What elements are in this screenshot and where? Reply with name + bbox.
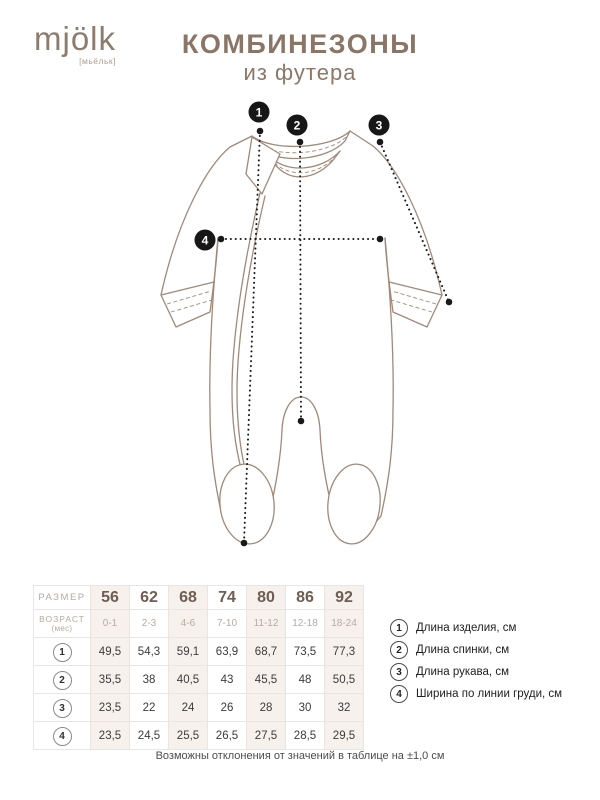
legend-label: Ширина по линии груди, см [416, 688, 563, 700]
page-subtitle: из футера [243, 60, 357, 86]
measure-marker-1 [249, 102, 270, 123]
age-cell: 18-24 [325, 610, 364, 638]
legend-item-1 [390, 620, 562, 636]
age-row [34, 610, 364, 638]
row-number-badge: 2 [53, 671, 72, 690]
size-cell: 92 [325, 586, 364, 610]
svg-text:2: 2 [293, 118, 301, 133]
legend-label: Длина спинки, см [416, 644, 510, 656]
value-cell: 25,5 [169, 722, 208, 750]
size-cell: 56 [91, 586, 130, 610]
value-cell: 24,5 [130, 722, 169, 750]
size-label: РАЗМЕР [34, 586, 91, 610]
size-cell: 62 [130, 586, 169, 610]
value-cell: 26,5 [208, 722, 247, 750]
legend-label: Длина рукава, см [416, 666, 509, 678]
value-cell: 68,7 [247, 638, 286, 666]
row-number [34, 722, 91, 750]
size-cell: 80 [247, 586, 286, 610]
age-label: ВОЗРАСТ (мес) [34, 610, 91, 638]
size-cell: 74 [208, 586, 247, 610]
legend-badge: 1 [390, 619, 408, 637]
legend-badge: 3 [390, 663, 408, 681]
right-cuff [389, 282, 442, 312]
tolerance-note: Возможны отклонения от значений в таблице на ±1,0 см [155, 750, 445, 762]
value-cell: 27,5 [247, 722, 286, 750]
row-number [34, 666, 91, 694]
value-cell: 49,5 [91, 638, 130, 666]
row-number-badge: 4 [53, 727, 72, 746]
size-header-row [34, 586, 364, 610]
page-title: КОМБИНЕЗОНЫ [181, 29, 419, 59]
zipper-placket [232, 193, 265, 469]
measure-marker-4 [195, 230, 216, 251]
legend-badge: 2 [390, 641, 408, 659]
svg-text:3: 3 [375, 118, 383, 133]
body-right-edge [381, 238, 393, 516]
measure-row-4 [34, 722, 364, 750]
value-cell: 38 [130, 666, 169, 694]
right-foot [324, 462, 384, 547]
row-number [34, 638, 91, 666]
left-cuff [161, 282, 214, 312]
size-cell: 68 [169, 586, 208, 610]
value-cell: 40,5 [169, 666, 208, 694]
measure-row-2 [34, 666, 364, 694]
crotch-arch [269, 397, 334, 514]
value-cell: 32 [325, 694, 364, 722]
garment-outline [161, 131, 442, 547]
age-cell: 11-12 [247, 610, 286, 638]
value-cell: 73,5 [286, 638, 325, 666]
age-cell: 4-6 [169, 610, 208, 638]
legend-badge: 4 [390, 685, 408, 703]
age-cell: 2-3 [130, 610, 169, 638]
row-number-badge: 3 [53, 699, 72, 718]
value-cell: 24 [169, 694, 208, 722]
legend-item-4 [390, 686, 562, 702]
measure-line-2 [300, 142, 301, 421]
size-cell: 86 [286, 586, 325, 610]
brand-logo-word: mjölk [34, 20, 117, 57]
value-cell: 54,3 [130, 638, 169, 666]
value-cell: 23,5 [91, 722, 130, 750]
value-cell: 43 [208, 666, 247, 694]
body-left-edge [210, 238, 222, 516]
value-cell: 59,1 [169, 638, 208, 666]
measure-marker-3 [369, 115, 390, 136]
brand-logo-transcription: [мьёльк] [79, 56, 117, 66]
legend-item-3 [390, 664, 562, 680]
value-cell: 77,3 [325, 638, 364, 666]
value-cell: 29,5 [325, 722, 364, 750]
value-cell: 63,9 [208, 638, 247, 666]
measurement-legend [390, 620, 562, 708]
row-number-badge: 1 [53, 643, 72, 662]
value-cell: 22 [130, 694, 169, 722]
value-cell: 28,5 [286, 722, 325, 750]
measure-row-1 [34, 638, 364, 666]
row-number [34, 694, 91, 722]
measure-marker-2 [287, 115, 308, 136]
svg-text:1: 1 [255, 105, 263, 120]
legend-label: Длина изделия, см [416, 622, 517, 634]
value-cell: 35,5 [91, 666, 130, 694]
value-cell: 45,5 [247, 666, 286, 694]
size-table [33, 585, 364, 750]
measure-row-3 [34, 694, 364, 722]
age-cell: 7-10 [208, 610, 247, 638]
value-cell: 50,5 [325, 666, 364, 694]
value-cell: 23,5 [91, 694, 130, 722]
value-cell: 26 [208, 694, 247, 722]
value-cell: 48 [286, 666, 325, 694]
svg-text:4: 4 [201, 233, 209, 248]
legend-item-2 [390, 642, 562, 658]
age-cell: 12-18 [286, 610, 325, 638]
value-cell: 30 [286, 694, 325, 722]
zip-flap [246, 137, 280, 194]
value-cell: 28 [247, 694, 286, 722]
age-cell: 0-1 [91, 610, 130, 638]
right-sleeve [350, 131, 442, 327]
